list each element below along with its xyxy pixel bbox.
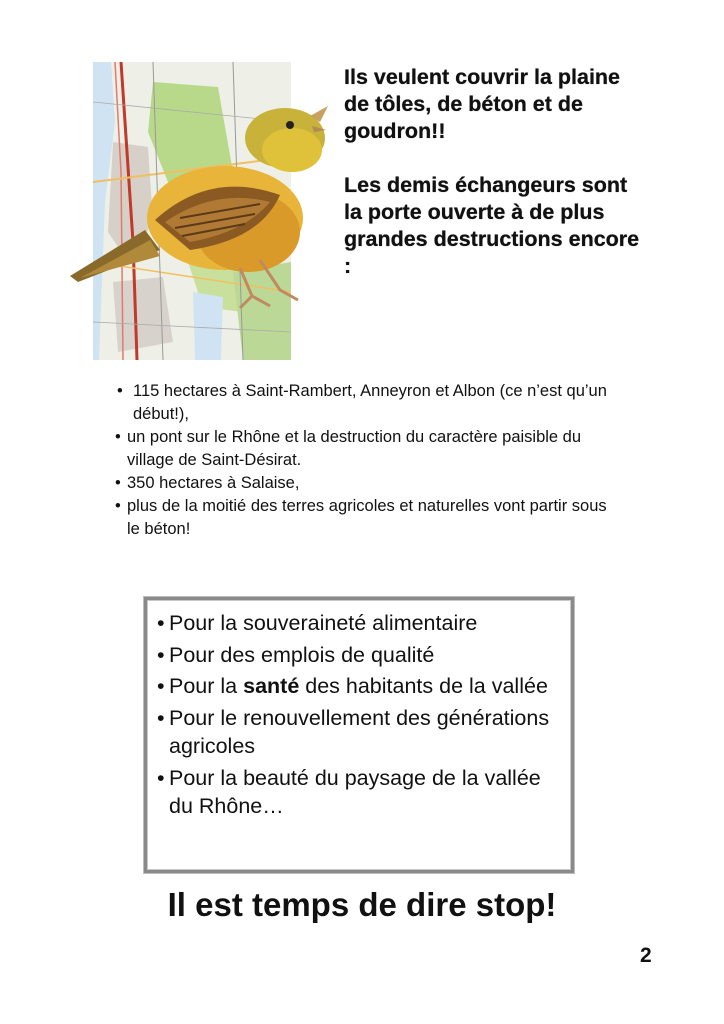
list-item: • plus de la moitié des terres agricoles et naturelles vont partir sous le béton! bbox=[115, 497, 607, 538]
list-item: • Pour des emplois de qualité bbox=[157, 641, 567, 670]
bullet: • bbox=[157, 674, 165, 698]
headline-line-1: Ils veulent couvrir la plaine de tôles, de béton et de goudron!! bbox=[344, 65, 621, 143]
list-item: • Pour le renouvellement des générations agricoles bbox=[157, 705, 550, 758]
list-item: • Pour la santé des habitants de la vallée bbox=[157, 672, 567, 701]
bullet: • bbox=[157, 765, 165, 790]
list-item: • 350 hectares à Salaise, bbox=[113, 472, 613, 495]
slogan: Il est temps de dire stop! bbox=[167, 886, 557, 923]
list-item: • un pont sur le Rhône et la destruction du caractère paisible du village de Saint-Désirat. bbox=[115, 428, 582, 469]
bullet: • bbox=[157, 611, 165, 635]
list-item: • 115 hectares à Saint-Rambert, Anneyron et Albon (ce n’est qu’un début!), bbox=[117, 382, 607, 423]
page-number: 2 bbox=[640, 944, 652, 967]
headline-line-2: Les demis échangeurs sont la porte ouverte à de plus grandes destructions encore : bbox=[344, 173, 640, 278]
facts-list bbox=[113, 380, 613, 541]
bullet: • bbox=[115, 428, 121, 446]
bird-illustration bbox=[70, 100, 330, 310]
bullet: • bbox=[115, 474, 121, 492]
emphasis: santé bbox=[243, 674, 300, 698]
bullet: • bbox=[157, 705, 165, 730]
list-item: • Pour la beauté du paysage de la vallée du Rhône… bbox=[157, 765, 541, 818]
list-item: • Pour la souveraineté alimentaire bbox=[157, 609, 567, 638]
headline bbox=[344, 64, 644, 280]
reasons-box bbox=[144, 597, 574, 873]
reasons-list bbox=[157, 609, 567, 824]
bullet: • bbox=[117, 382, 123, 400]
bullet: • bbox=[157, 642, 165, 667]
bullet: • bbox=[115, 497, 121, 515]
